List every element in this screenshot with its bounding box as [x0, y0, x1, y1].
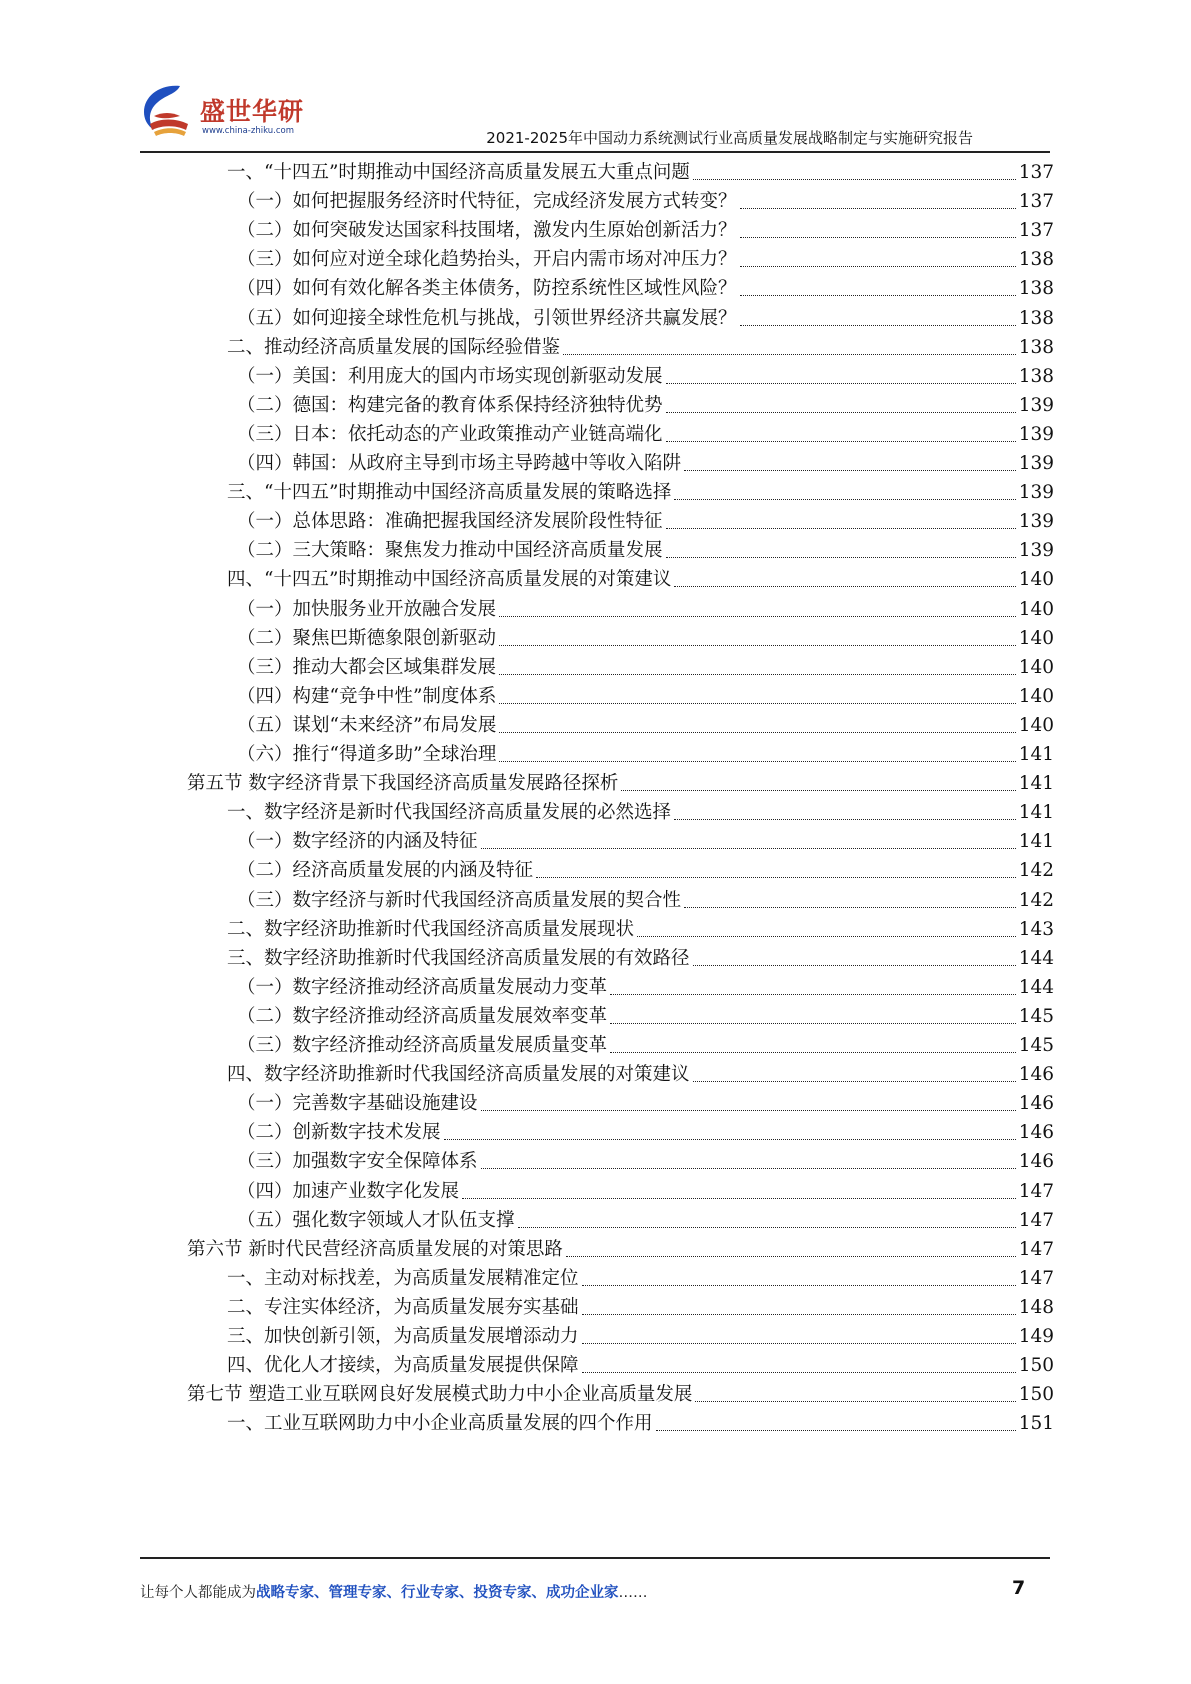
toc-entry[interactable] [227, 477, 1054, 508]
toc-entry-title: （二）如何突破发达国家科技围堵，激发内生原始创新活力？ [237, 220, 737, 242]
toc-entry-title: （一）总体思路：准确把握我国经济发展阶段性特征 [237, 511, 663, 533]
toc-entry-title: （二）三大策略：聚焦发力推动中国经济高质量发展 [237, 540, 663, 562]
toc-entry[interactable] [237, 535, 1054, 566]
toc-entry-title: 一、主动对标找差，为高质量发展精准定位 [227, 1267, 579, 1289]
toc-entry[interactable] [237, 215, 1054, 246]
toc-entry-page: 146 [1018, 1064, 1054, 1086]
toc-entry[interactable] [237, 390, 1054, 421]
toc-entry[interactable] [227, 1263, 1054, 1294]
toc-dot-leader [637, 936, 1016, 937]
toc-entry[interactable] [237, 1088, 1054, 1119]
toc-entry-title: 四、“十四五”时期推动中国经济高质量发展的对策建议 [227, 569, 672, 591]
toc-entry-page: 140 [1018, 627, 1054, 649]
toc-entry-title: （二）创新数字技术发展 [237, 1122, 441, 1144]
toc-entry[interactable] [237, 448, 1054, 479]
toc-entry-title: （二）聚焦巴斯德象限创新驱动 [237, 627, 497, 649]
footer-slogan [140, 1581, 648, 1602]
toc-entry[interactable] [237, 303, 1054, 334]
toc-dot-leader [499, 761, 1015, 762]
toc-entry[interactable] [237, 273, 1054, 304]
toc-entry-page: 141 [1018, 802, 1054, 824]
toc-entry-title: （一）数字经济的内涵及特征 [237, 831, 478, 853]
toc-entry[interactable] [237, 1146, 1054, 1177]
toc-entry-page: 140 [1018, 569, 1054, 591]
toc-entry-page: 150 [1018, 1355, 1054, 1377]
toc-entry-page: 139 [1018, 394, 1054, 416]
toc-entry-title: 二、数字经济助推新时代我国经济高质量发展现状 [227, 918, 635, 940]
toc-entry[interactable] [237, 885, 1054, 916]
logo-emblem-icon [140, 82, 198, 142]
toc-dot-leader [740, 295, 1016, 296]
toc-dot-leader [610, 1023, 1016, 1024]
toc-entry[interactable] [237, 419, 1054, 450]
toc-entry[interactable] [237, 361, 1054, 392]
toc-entry-title: （三）如何应对逆全球化趋势抬头，开启内需市场对冲压力？ [237, 249, 737, 271]
toc-dot-leader [656, 1430, 1016, 1431]
toc-entry-page: 145 [1018, 1005, 1054, 1027]
toc-dot-leader [566, 1256, 1016, 1257]
toc-dot-leader [582, 1372, 1016, 1373]
toc-dot-leader [740, 325, 1016, 326]
toc-dot-leader [481, 848, 1016, 849]
toc-entry-page: 138 [1018, 336, 1054, 358]
toc-dot-leader [518, 1227, 1016, 1228]
toc-dot-leader [666, 412, 1016, 413]
toc-entry-title: （二）数字经济推动经济高质量发展效率变革 [237, 1005, 608, 1027]
toc-entry-title: 第五节 数字经济背景下我国经济高质量发展路径探析 [187, 773, 619, 795]
toc-entry-page: 138 [1018, 307, 1054, 329]
toc-entry-title: 一、“十四五”时期推动中国经济高质量发展五大重点问题 [227, 162, 690, 183]
toc-entry[interactable] [237, 1001, 1054, 1032]
toc-dot-leader [666, 383, 1016, 384]
toc-entry-page: 139 [1018, 511, 1054, 533]
toc-entry-page: 147 [1018, 1238, 1054, 1260]
toc-entry[interactable] [227, 1059, 1054, 1090]
toc-entry[interactable] [237, 244, 1054, 275]
toc-dot-leader [740, 237, 1016, 238]
toc-entry-page: 139 [1018, 540, 1054, 562]
toc-dot-leader [481, 1110, 1016, 1111]
toc-dot-leader [499, 703, 1015, 704]
toc-entry-page: 146 [1018, 1093, 1054, 1115]
toc-entry-title: 一、工业互联网助力中小企业高质量发展的四个作用 [227, 1413, 653, 1435]
toc-entry[interactable] [237, 972, 1054, 1003]
toc-entry-page: 146 [1018, 1122, 1054, 1144]
toc-entry-title: 二、专注实体经济，为高质量发展夯实基础 [227, 1296, 579, 1318]
toc-dot-leader [462, 1198, 1016, 1199]
toc-dot-leader [536, 877, 1016, 878]
toc-entry-page: 140 [1018, 685, 1054, 707]
toc-entry-title: （五）谋划“未来经济”布局发展 [237, 714, 497, 736]
toc-entry-page: 138 [1018, 249, 1054, 271]
toc-entry-page: 140 [1018, 598, 1054, 620]
toc-dot-leader [693, 179, 1016, 180]
toc-entry-page: 147 [1018, 1209, 1054, 1231]
toc-entry-title: （四）韩国：从政府主导到市场主导跨越中等收入陷阱 [237, 453, 682, 474]
toc-entry-page: 139 [1018, 453, 1054, 474]
toc-entry[interactable] [227, 564, 1054, 595]
toc-entry-page: 138 [1018, 365, 1054, 387]
toc-entry-title: 三、加快创新引领，为高质量发展增添动力 [227, 1326, 579, 1347]
toc-entry-title: （三）数字经济与新时代我国经济高质量发展的契合性 [237, 889, 682, 911]
toc-entry[interactable] [237, 855, 1054, 886]
toc-entry[interactable] [237, 1030, 1054, 1061]
report-title: 2021-2025年中国动力系统测试行业高质量发展战略制定与实施研究报告 [486, 129, 973, 147]
toc-entry-title: 三、数字经济助推新时代我国经济高质量发展的有效路径 [227, 947, 690, 969]
toc-dot-leader [740, 208, 1016, 209]
toc-entry-title: （三）加强数字安全保障体系 [237, 1151, 478, 1173]
toc-entry-page: 151 [1018, 1413, 1054, 1435]
toc-entry[interactable] [237, 186, 1054, 217]
toc-entry-title: 一、数字经济是新时代我国经济高质量发展的必然选择 [227, 802, 672, 824]
toc-entry-page: 139 [1018, 482, 1054, 504]
toc-entry-page: 147 [1018, 1180, 1054, 1202]
toc-entry-title: 四、数字经济助推新时代我国经济高质量发展的对策建议 [227, 1064, 690, 1086]
toc-entry-title: （四）构建“竞争中性”制度体系 [237, 685, 497, 707]
toc-entry[interactable] [227, 1321, 1054, 1352]
toc-dot-leader [693, 965, 1016, 966]
toc-entry-page: 137 [1018, 162, 1054, 183]
toc-entry-page: 137 [1018, 191, 1054, 213]
toc-entry[interactable] [237, 594, 1054, 625]
toc-dot-leader [674, 819, 1016, 820]
toc-entry[interactable] [187, 1234, 1054, 1265]
toc-dot-leader [674, 586, 1015, 587]
toc-entry-title: 第六节 新时代民营经济高质量发展的对策思路 [187, 1238, 563, 1260]
toc-entry-title: 四、优化人才接续，为高质量发展提供保障 [227, 1355, 579, 1377]
toc-entry-page: 141 [1018, 773, 1054, 795]
toc-entry-page: 140 [1018, 714, 1054, 736]
toc-entry-page: 137 [1018, 220, 1054, 242]
toc-entry-title: （一）美国：利用庞大的国内市场实现创新驱动发展 [237, 365, 663, 387]
toc-entry-page: 146 [1018, 1151, 1054, 1173]
toc-entry-title: 第七节 塑造工业互联网良好发展模式助力中小企业高质量发展 [187, 1384, 693, 1406]
toc-entry-title: （三）数字经济推动经济高质量发展质量变革 [237, 1035, 608, 1056]
toc-entry[interactable] [227, 943, 1054, 974]
toc-entry-page: 142 [1018, 889, 1054, 911]
toc-entry[interactable] [237, 1117, 1054, 1148]
toc-dot-leader [563, 354, 1016, 355]
toc-entry[interactable] [237, 710, 1054, 741]
toc-dot-leader [610, 994, 1016, 995]
toc-entry-title: （六）推行“得道多助”全球治理 [237, 744, 497, 765]
toc-entry-title: （三）日本：依托动态的产业政策推动产业链高端化 [237, 423, 663, 445]
toc-entry-title: 二、推动经济高质量发展的国际经验借鉴 [227, 336, 561, 358]
toc-entry-page: 144 [1018, 976, 1054, 998]
toc-entry-page: 147 [1018, 1267, 1054, 1289]
toc-dot-leader [684, 470, 1016, 471]
toc-entry-page: 141 [1018, 831, 1054, 853]
toc-entry-title: （一）完善数字基础设施建设 [237, 1093, 478, 1115]
toc-entry[interactable] [227, 914, 1054, 945]
footer-suffix: …… [618, 1585, 648, 1601]
toc-dot-leader [666, 557, 1016, 558]
toc-entry-page: 138 [1018, 278, 1054, 300]
toc-entry[interactable] [227, 157, 1054, 188]
toc-entry-title: （一）如何把握服务经济时代特征，完成经济发展方式转变？ [237, 191, 737, 213]
toc-entry[interactable] [237, 623, 1054, 654]
toc-entry-title: （一）加快服务业开放融合发展 [237, 598, 497, 620]
toc-entry[interactable] [237, 652, 1054, 683]
footer-prefix: 让每个人都能成为 [140, 1585, 256, 1601]
toc-dot-leader [582, 1343, 1016, 1344]
toc-entry[interactable] [237, 681, 1054, 712]
header-divider [140, 151, 1050, 153]
toc-entry-title: （四）如何有效化解各类主体债务，防控系统性区域性风险？ [237, 278, 737, 300]
toc-entry-page: 139 [1018, 423, 1054, 445]
toc-entry[interactable] [227, 1408, 1054, 1439]
toc-dot-leader [666, 528, 1016, 529]
toc-entry-title: （二）经济高质量发展的内涵及特征 [237, 860, 534, 882]
toc-entry-title: （二）德国：构建完备的教育体系保持经济独特优势 [237, 394, 663, 416]
toc-entry-title: （三）推动大都会区域集群发展 [237, 656, 497, 678]
toc-dot-leader [499, 674, 1016, 675]
toc-entry[interactable] [237, 1176, 1054, 1207]
toc-dot-leader [684, 907, 1016, 908]
toc-dot-leader [499, 645, 1016, 646]
toc-dot-leader [695, 1401, 1015, 1402]
toc-dot-leader [499, 616, 1016, 617]
toc-entry[interactable] [227, 797, 1054, 828]
toc-dot-leader [499, 732, 1015, 733]
toc-dot-leader [740, 266, 1016, 267]
logo-text: 盛世华研 [200, 97, 305, 126]
toc-entry-title: （五）如何迎接全球性危机与挑战，引领世界经济共赢发展？ [237, 307, 737, 329]
toc-entry-title: （四）加速产业数字化发展 [237, 1180, 460, 1202]
toc-dot-leader [693, 1081, 1016, 1082]
toc-dot-leader [582, 1314, 1016, 1315]
toc-dot-leader [610, 1052, 1016, 1053]
toc-entry[interactable] [227, 1292, 1054, 1323]
toc-entry-page: 150 [1018, 1384, 1054, 1406]
toc-entry-title: （五）强化数字领域人才队伍支撑 [237, 1209, 515, 1231]
logo-url: www.china-zhiku.com [202, 126, 294, 136]
footer-highlight: 战略专家、管理专家、行业专家、投资专家、成功企业家 [256, 1585, 619, 1601]
toc-entry-page: 143 [1018, 918, 1054, 940]
toc-dot-leader [674, 499, 1015, 500]
toc-dot-leader [481, 1168, 1016, 1169]
footer-divider [140, 1557, 1050, 1559]
company-logo [140, 82, 330, 152]
toc-entry-page: 144 [1018, 947, 1054, 969]
toc-entry[interactable] [187, 768, 1054, 799]
toc-entry[interactable] [227, 1350, 1054, 1381]
toc-entry-page: 145 [1018, 1035, 1054, 1056]
toc-entry-title: 三、“十四五”时期推动中国经济高质量发展的策略选择 [227, 482, 672, 504]
toc-entry[interactable] [237, 826, 1054, 857]
toc-entry-page: 140 [1018, 656, 1054, 678]
toc-entry-title: （一）数字经济推动经济高质量发展动力变革 [237, 976, 608, 998]
toc-dot-leader [621, 790, 1015, 791]
toc-entry[interactable] [237, 506, 1054, 537]
toc-dot-leader [582, 1285, 1016, 1286]
toc-entry-page: 141 [1018, 744, 1054, 765]
toc-entry-page: 148 [1018, 1296, 1054, 1318]
toc-entry[interactable] [237, 1205, 1054, 1236]
page-number: 7 [1012, 1577, 1026, 1599]
toc-entry[interactable] [237, 739, 1054, 770]
toc-dot-leader [666, 441, 1016, 442]
toc-entry[interactable] [227, 332, 1054, 363]
toc-entry[interactable] [187, 1379, 1054, 1410]
toc-entry-page: 149 [1018, 1326, 1054, 1347]
toc-entry-page: 142 [1018, 860, 1054, 882]
toc-dot-leader [444, 1139, 1016, 1140]
